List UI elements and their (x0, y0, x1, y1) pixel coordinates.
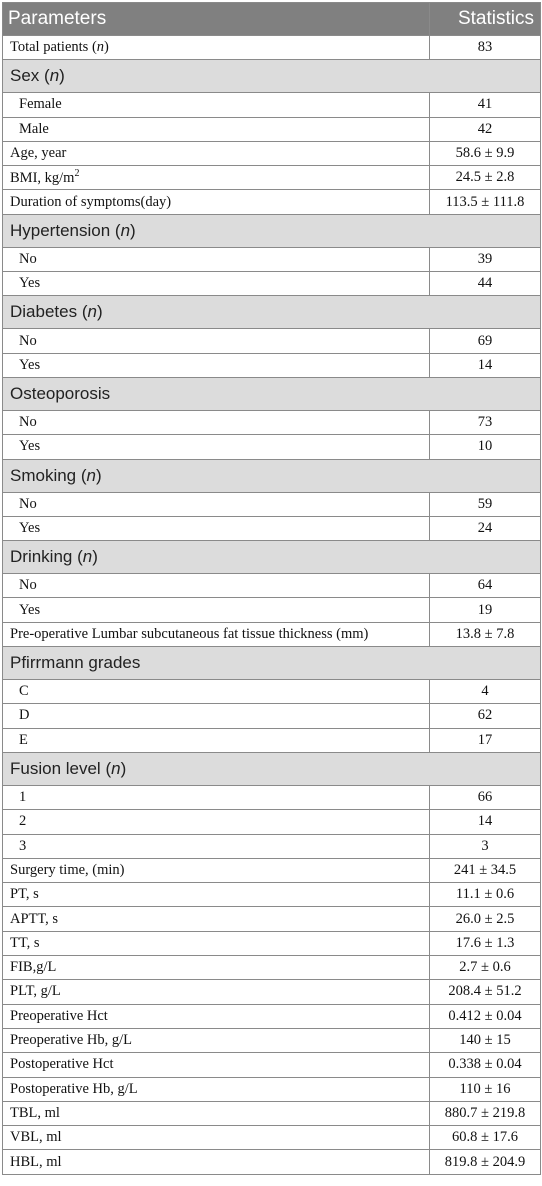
section-row (3, 459, 541, 492)
statistic-cell: 17.6 ± 1.3 (430, 931, 541, 955)
parameter-cell (3, 93, 430, 117)
row-label: Yes (19, 520, 41, 536)
table-row (3, 516, 541, 540)
table-row (3, 190, 541, 214)
row-label: Osteoporosis (10, 383, 111, 403)
statistic-cell: 26.0 ± 2.5 (430, 907, 541, 931)
parameter-cell (3, 907, 430, 931)
parameter-cell (3, 574, 430, 598)
statistic-cell: 39 (430, 247, 541, 271)
parameter-cell (3, 1053, 430, 1077)
row-label: Yes (19, 438, 41, 455)
table-row (3, 810, 541, 834)
section-label: Fusion level (n) (3, 752, 541, 785)
row-label: BMI, kg/m (10, 170, 75, 187)
parameter-cell (3, 785, 430, 809)
parameter-cell (3, 247, 430, 271)
statistic-cell: 66 (430, 785, 541, 809)
row-label: D (19, 707, 30, 724)
table-row (3, 410, 541, 434)
statistic-cell: 24.5 ± 2.8 (430, 166, 541, 190)
row-label: Yes (19, 601, 41, 618)
row-label: HBL, ml (10, 1153, 62, 1170)
table-row (3, 1004, 541, 1028)
row-label: C (19, 683, 29, 700)
statistic-cell: 819.8 ± 204.9 (430, 1150, 541, 1174)
table-row (3, 141, 541, 165)
parameter-cell (3, 704, 430, 728)
row-label: No (19, 332, 37, 349)
table-row (3, 728, 541, 752)
table-row (3, 435, 541, 459)
row-label: PLT, g/L (10, 983, 61, 1000)
parameter-cell (3, 858, 430, 882)
statistic-cell: 41 (430, 93, 541, 117)
section-row (3, 647, 541, 680)
row-label: Postoperative Hb, g/L (10, 1080, 138, 1097)
row-label: Preoperative Hct (10, 1007, 108, 1024)
statistic-cell: 24 (430, 516, 541, 540)
section-row (3, 296, 541, 329)
table-header-row (3, 3, 541, 36)
parameter-cell (3, 1077, 430, 1101)
table-row (3, 1101, 541, 1125)
row-label: No (19, 495, 37, 512)
parameter-cell (3, 980, 430, 1004)
parameter-cell (3, 353, 430, 377)
table-row (3, 834, 541, 858)
row-label: Female (19, 96, 62, 113)
parameter-cell (3, 492, 430, 516)
statistic-cell: 3 (430, 834, 541, 858)
section-label: Drinking (n) (3, 541, 541, 574)
row-label: Pfirrmann grades (10, 653, 141, 673)
section-label: Diabetes (n) (3, 296, 541, 329)
row-label: Male (19, 120, 49, 137)
row-label: Duration of symptoms(day) (10, 193, 172, 210)
statistic-cell: 62 (430, 704, 541, 728)
table-row (3, 329, 541, 353)
parameter-cell (3, 956, 430, 980)
statistic-cell: 14 (430, 353, 541, 377)
row-label-superscript: 2 (74, 168, 80, 180)
statistic-cell: 19 (430, 598, 541, 622)
row-label: Smoking (10, 465, 77, 485)
row-label: Surgery time, (min) (10, 861, 125, 878)
statistic-cell: 69 (430, 329, 541, 353)
patient-characteristics-table (2, 2, 541, 1175)
parameter-cell (3, 883, 430, 907)
section-row (3, 541, 541, 574)
section-label: Hypertension (n) (3, 214, 541, 247)
row-label: PT, s (10, 886, 39, 903)
row-label: Total patients (10, 39, 89, 56)
parameter-cell (3, 598, 430, 622)
statistic-cell: 140 ± 15 (430, 1028, 541, 1052)
table-row (3, 931, 541, 955)
parameter-cell (3, 516, 430, 540)
table-row (3, 980, 541, 1004)
row-label: TT, s (10, 934, 40, 951)
header-parameters: Parameters (3, 3, 430, 36)
section-label: Smoking (n) (3, 459, 541, 492)
row-label: Diabetes (10, 302, 78, 322)
table-row (3, 166, 541, 190)
row-label: Age, year (10, 145, 67, 162)
parameter-cell (3, 190, 430, 214)
row-label: Drinking (10, 547, 73, 567)
statistic-cell: 10 (430, 435, 541, 459)
row-label: APTT, s (10, 910, 59, 927)
statistic-cell: 83 (430, 36, 541, 60)
parameter-cell (3, 410, 430, 434)
table-row (3, 907, 541, 931)
statistic-cell: 110 ± 16 (430, 1077, 541, 1101)
row-label: 3 (19, 837, 27, 854)
statistic-cell: 0.338 ± 0.04 (430, 1053, 541, 1077)
row-label: Yes (19, 275, 41, 292)
parameter-cell (3, 141, 430, 165)
table-row (3, 704, 541, 728)
row-label: Pre-operative Lumbar subcutaneous fat tissue thickness (mm) (10, 625, 369, 642)
parameter-cell (3, 272, 430, 296)
table-row (3, 1126, 541, 1150)
statistic-cell: 64 (430, 574, 541, 598)
statistic-cell: 11.1 ± 0.6 (430, 883, 541, 907)
parameter-cell (3, 931, 430, 955)
statistic-cell: 4 (430, 680, 541, 704)
parameter-cell (3, 810, 430, 834)
table-row (3, 785, 541, 809)
section-label (3, 377, 541, 410)
parameter-cell (3, 117, 430, 141)
section-row (3, 214, 541, 247)
table-row (3, 622, 541, 646)
row-label: VBL, ml (10, 1129, 62, 1146)
statistic-cell: 113.5 ± 111.8 (430, 190, 541, 214)
table-row (3, 956, 541, 980)
statistic-cell: 58.6 ± 9.9 (430, 141, 541, 165)
table-body (3, 36, 541, 1175)
table-row (3, 353, 541, 377)
statistic-cell: 73 (430, 410, 541, 434)
statistic-cell: 14 (430, 810, 541, 834)
parameter-cell (3, 435, 430, 459)
parameter-cell (3, 1028, 430, 1052)
section-row (3, 377, 541, 410)
table-row (3, 93, 541, 117)
row-label: Preoperative Hb, g/L (10, 1032, 133, 1049)
table-row (3, 36, 541, 60)
table-row (3, 272, 541, 296)
row-label: 2 (19, 813, 27, 830)
table-row (3, 574, 541, 598)
row-label: Postoperative Hct (10, 1056, 114, 1073)
row-label: Fusion level (10, 758, 101, 778)
row-label: Hypertension (10, 220, 111, 240)
table-row (3, 1028, 541, 1052)
parameter-cell (3, 1101, 430, 1125)
table-row (3, 117, 541, 141)
parameter-cell (3, 1126, 430, 1150)
table-row (3, 247, 541, 271)
statistic-cell: 44 (430, 272, 541, 296)
table-row (3, 680, 541, 704)
row-label: FIB,g/L (10, 959, 57, 976)
statistic-cell: 60.8 ± 17.6 (430, 1126, 541, 1150)
row-label: 1 (19, 789, 27, 806)
section-label: Sex (n) (3, 60, 541, 93)
section-row (3, 60, 541, 93)
row-label: No (19, 414, 37, 431)
section-label (3, 647, 541, 680)
parameter-cell (3, 329, 430, 353)
parameter-cell (3, 622, 430, 646)
parameter-cell (3, 728, 430, 752)
parameter-cell (3, 680, 430, 704)
table-row (3, 598, 541, 622)
parameter-cell (3, 166, 430, 190)
statistic-cell: 59 (430, 492, 541, 516)
statistic-cell: 208.4 ± 51.2 (430, 980, 541, 1004)
parameter-cell (3, 834, 430, 858)
statistic-cell: 880.7 ± 219.8 (430, 1101, 541, 1125)
table-row (3, 492, 541, 516)
parameter-cell (3, 1004, 430, 1028)
header-statistics: Statistics (430, 3, 541, 36)
row-label: No (19, 577, 37, 594)
parameter-cell (3, 1150, 430, 1174)
table-row (3, 883, 541, 907)
row-label: E (19, 731, 28, 748)
statistic-cell: 0.412 ± 0.04 (430, 1004, 541, 1028)
statistic-cell: 42 (430, 117, 541, 141)
table-row (3, 858, 541, 882)
row-label: Yes (19, 356, 41, 373)
row-label: Sex (10, 66, 40, 86)
statistic-cell: 17 (430, 728, 541, 752)
row-label: TBL, ml (10, 1104, 60, 1121)
parameter-cell: Total patients (n) (3, 36, 430, 60)
statistic-cell: 241 ± 34.5 (430, 858, 541, 882)
table-row (3, 1053, 541, 1077)
table-row (3, 1150, 541, 1174)
section-row (3, 752, 541, 785)
statistic-cell: 2.7 ± 0.6 (430, 956, 541, 980)
row-label: No (19, 250, 37, 267)
statistic-cell: 13.8 ± 7.8 (430, 622, 541, 646)
table-row (3, 1077, 541, 1101)
